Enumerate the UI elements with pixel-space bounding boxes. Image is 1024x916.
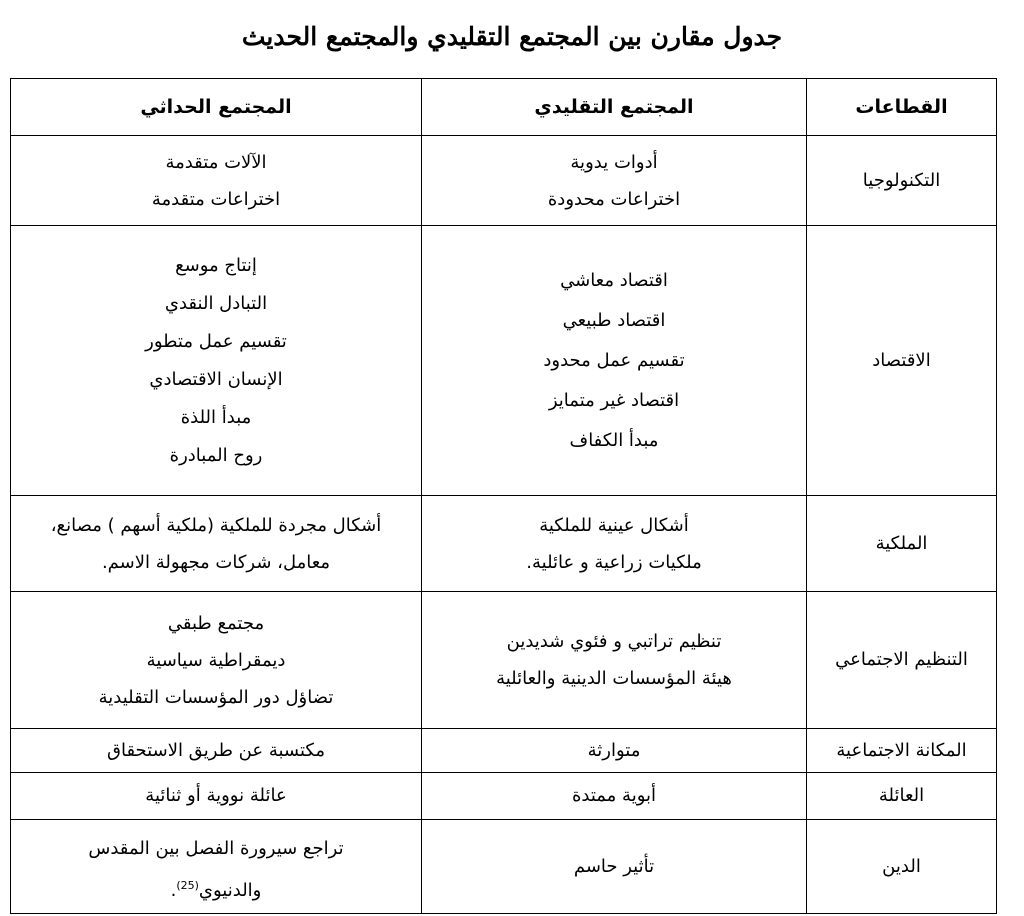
cell-line: اقتصاد طبيعي xyxy=(562,309,666,331)
cell-line: الآلات متقدمة xyxy=(165,151,267,173)
cell-line: مجتمع طبقي xyxy=(167,612,265,634)
traditional-cell xyxy=(422,226,807,496)
cell-line: هيئة المؤسسات الدينية والعائلية xyxy=(496,668,732,689)
sector-cell: الاقتصاد xyxy=(807,226,997,496)
cell-line: مبدأ اللذة xyxy=(180,406,252,428)
cell-line: تنظيم تراتبي و فئوي شديدين xyxy=(506,631,722,652)
traditional-cell: أبوية ممتدة xyxy=(422,773,807,820)
sector-cell: العائلة xyxy=(807,773,997,820)
traditional-cell xyxy=(422,136,807,226)
traditional-cell: متوارثة xyxy=(422,729,807,773)
traditional-cell: تأثير حاسم xyxy=(422,820,807,914)
modern-cell: مكتسبة عن طريق الاستحقاق xyxy=(11,729,422,773)
cell-line: التبادل النقدي xyxy=(164,292,268,314)
cell-line: تضاؤل دور المؤسسات التقليدية xyxy=(98,686,334,708)
table-row xyxy=(11,592,997,729)
sector-cell: التكنولوجيا xyxy=(807,136,997,226)
footnote-tail: . xyxy=(170,879,177,901)
footnote-ref: (25) xyxy=(176,878,199,892)
table-row xyxy=(11,136,997,226)
cell-line: الإنسان الاقتصادي xyxy=(149,368,283,390)
cell-line: أشكال مجردة للملكية (ملكية أسهم ) مصانع، xyxy=(50,514,382,536)
cell-line: اختراعات محدودة xyxy=(547,188,681,210)
table-row xyxy=(11,496,997,592)
modern-cell xyxy=(11,820,422,914)
cell-text: والدنيوي xyxy=(198,879,262,901)
header-traditional: المجتمع التقليدي xyxy=(422,79,807,136)
cell-line: روح المبادرة xyxy=(169,444,263,466)
sector-cell: المكانة الاجتماعية xyxy=(807,729,997,773)
cell-line: معامل، شركات مجهولة الاسم. xyxy=(101,551,331,573)
cell-line: إنتاج موسع xyxy=(175,254,257,276)
table-row xyxy=(11,820,997,914)
cell-line: اقتصاد معاشي xyxy=(560,269,668,291)
modern-cell xyxy=(11,592,422,729)
modern-cell xyxy=(11,496,422,592)
table-header-row xyxy=(11,79,997,136)
sector-cell: الدين xyxy=(807,820,997,914)
cell-line: مبدأ الكفاف xyxy=(569,429,659,451)
cell-line: اختراعات متقدمة xyxy=(151,188,281,210)
sector-cell: التنظيم الاجتماعي xyxy=(807,592,997,729)
header-sectors: القطاعات xyxy=(807,79,997,136)
cell-line: تقسيم عمل محدود xyxy=(543,349,685,371)
cell-line xyxy=(17,867,415,904)
page-title: جدول مقارن بين المجتمع التقليدي والمجتمع الحديث xyxy=(241,22,783,51)
cell-line: تقسيم عمل متطور xyxy=(145,330,287,352)
comparison-table xyxy=(10,78,997,914)
header-modern: المجتمع الحداثي xyxy=(11,79,422,136)
modern-cell xyxy=(11,136,422,226)
table-row xyxy=(11,226,997,496)
cell-line: أدوات يدوية xyxy=(570,151,658,173)
traditional-cell xyxy=(422,592,807,729)
traditional-cell xyxy=(422,496,807,592)
sector-cell: الملكية xyxy=(807,496,997,592)
cell-line: ديمقراطية سياسية xyxy=(146,649,286,671)
cell-line: اقتصاد غير متمايز xyxy=(548,389,680,411)
modern-cell xyxy=(11,226,422,496)
table-row xyxy=(11,729,997,773)
cell-line: ملكيات زراعية و عائلية. xyxy=(526,551,702,573)
table-row xyxy=(11,773,997,820)
cell-line: تراجع سيرورة الفصل بين المقدس xyxy=(88,837,344,859)
cell-line: أشكال عينية للملكية xyxy=(539,514,689,536)
modern-cell: عائلة نووية أو ثنائية xyxy=(11,773,422,820)
